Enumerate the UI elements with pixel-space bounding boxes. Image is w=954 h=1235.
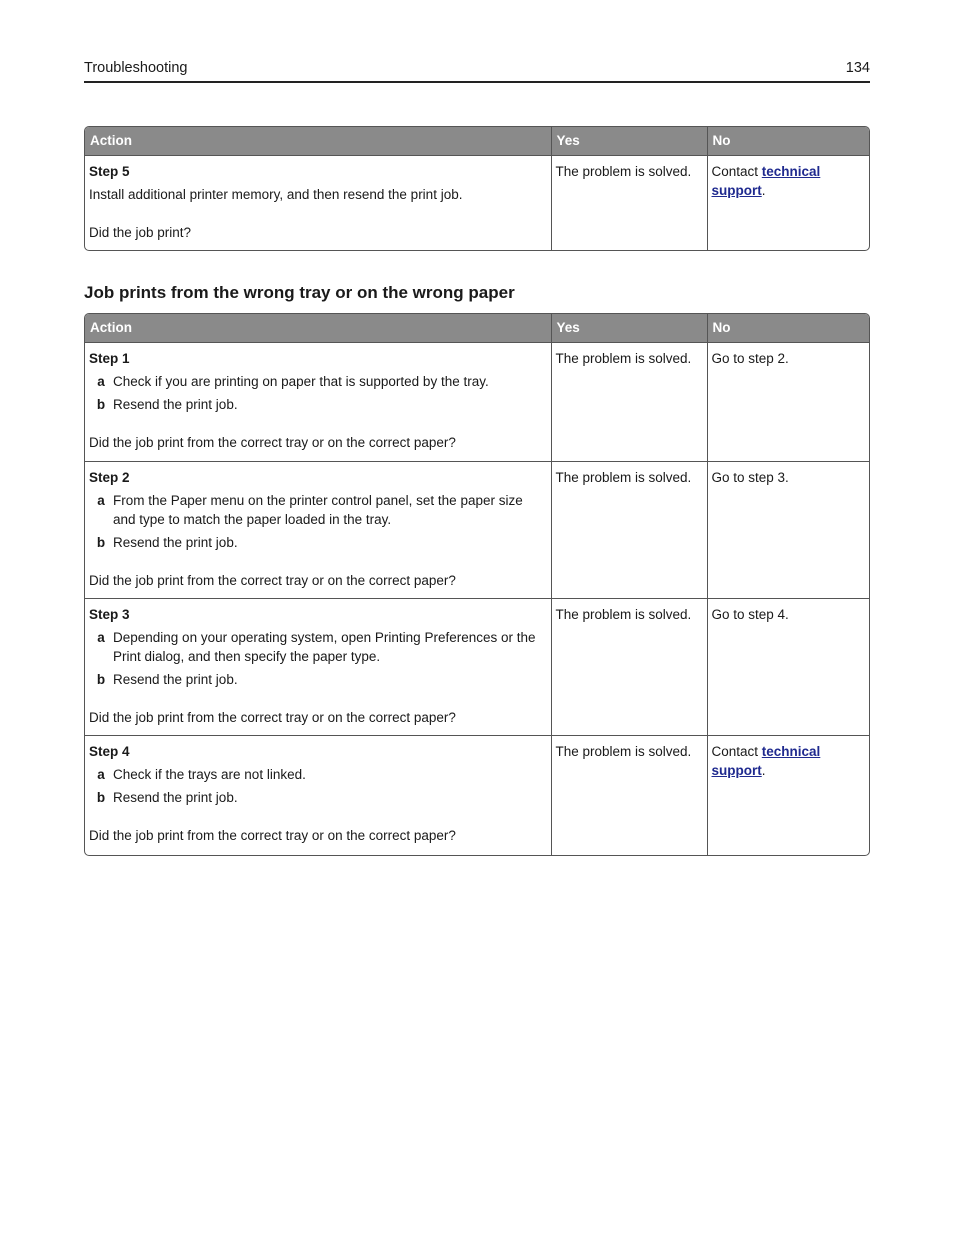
table-row xyxy=(85,343,869,462)
page-number: 134 xyxy=(845,60,870,76)
substep-letter: b xyxy=(96,672,106,687)
no-suffix: . xyxy=(761,183,766,198)
substep-b xyxy=(89,395,546,414)
action-cell xyxy=(85,156,551,250)
substep-letter: a xyxy=(97,493,105,508)
substep-b xyxy=(89,533,546,552)
page-header xyxy=(84,60,870,83)
header-yes: Yes xyxy=(551,314,707,343)
substep-letter: b xyxy=(96,790,106,805)
header-no: No xyxy=(707,314,869,343)
substep-a xyxy=(89,765,546,784)
substep-a xyxy=(89,372,546,391)
table-row xyxy=(85,599,869,736)
action-cell xyxy=(85,736,551,855)
step-title: Step 5 xyxy=(89,164,130,179)
substep-text: From the Paper menu on the printer control panel, set the paper size and type to match the paper loaded in the tray. xyxy=(113,493,523,527)
header-no: No xyxy=(707,127,869,156)
yes-cell: The problem is solved. xyxy=(551,156,707,250)
substep-b xyxy=(89,788,546,807)
substep-a xyxy=(89,491,546,529)
yes-cell: The problem is solved. xyxy=(551,462,707,599)
no-cell: Go to step 3. xyxy=(707,462,869,599)
yes-cell: The problem is solved. xyxy=(551,599,707,736)
substep-text: Resend the print job. xyxy=(113,790,238,805)
substep-letter: b xyxy=(96,535,106,550)
substep-text: Check if you are printing on paper that is supported by the tray. xyxy=(113,374,489,389)
no-prefix: Contact xyxy=(711,744,762,759)
header-section-title: Troubleshooting xyxy=(84,60,188,76)
no-suffix: . xyxy=(761,763,766,778)
header-action: Action xyxy=(85,127,551,156)
no-cell xyxy=(707,156,869,250)
table-header-row xyxy=(85,314,869,343)
step-question: Did the job print from the correct tray or on the correct paper? xyxy=(89,573,456,588)
troubleshooting-table-wrong-tray xyxy=(84,313,870,856)
step-instruction: Install additional printer memory, and then resend the print job. xyxy=(89,187,463,202)
substep-letter: a xyxy=(97,374,105,389)
header-yes: Yes xyxy=(551,127,707,156)
step-title: Step 4 xyxy=(89,744,130,759)
step-title: Step 2 xyxy=(89,470,130,485)
substep-text: Depending on your operating system, open Printing Preferences or the Print dialog, and then specify the paper type. xyxy=(113,630,536,664)
no-cell: Go to step 4. xyxy=(707,599,869,736)
substep-a xyxy=(89,628,546,666)
action-cell xyxy=(85,462,551,599)
substep-b xyxy=(89,670,546,689)
substep-text: Resend the print job. xyxy=(113,672,238,687)
step-question: Did the job print from the correct tray or on the correct paper? xyxy=(89,828,456,843)
technical-support-link[interactable]: technical support xyxy=(711,164,821,198)
yes-cell: The problem is solved. xyxy=(551,736,707,855)
troubleshooting-table-memory xyxy=(84,126,870,251)
action-cell xyxy=(85,599,551,736)
no-prefix: Contact xyxy=(711,164,762,179)
step-question: Did the job print from the correct tray or on the correct paper? xyxy=(89,435,456,450)
table-row xyxy=(85,736,869,855)
header-action: Action xyxy=(85,314,551,343)
no-cell xyxy=(707,736,869,855)
section-heading: Job prints from the wrong tray or on the wrong paper xyxy=(84,283,515,302)
substep-text: Resend the print job. xyxy=(113,535,238,550)
substep-letter: a xyxy=(97,767,105,782)
step-question: Did the job print from the correct tray or on the correct paper? xyxy=(89,710,456,725)
step-title: Step 1 xyxy=(89,351,130,366)
table-header-row xyxy=(85,127,869,156)
substep-letter: a xyxy=(97,630,105,645)
substep-letter: b xyxy=(96,397,106,412)
table-row xyxy=(85,156,869,250)
table-row xyxy=(85,462,869,599)
yes-cell: The problem is solved. xyxy=(551,343,707,462)
step-question: Did the job print? xyxy=(89,225,192,240)
substep-text: Check if the trays are not linked. xyxy=(113,767,306,782)
step-title: Step 3 xyxy=(89,607,130,622)
technical-support-link[interactable]: technical support xyxy=(711,744,821,778)
substep-text: Resend the print job. xyxy=(113,397,238,412)
action-cell xyxy=(85,343,551,462)
no-cell: Go to step 2. xyxy=(707,343,869,462)
